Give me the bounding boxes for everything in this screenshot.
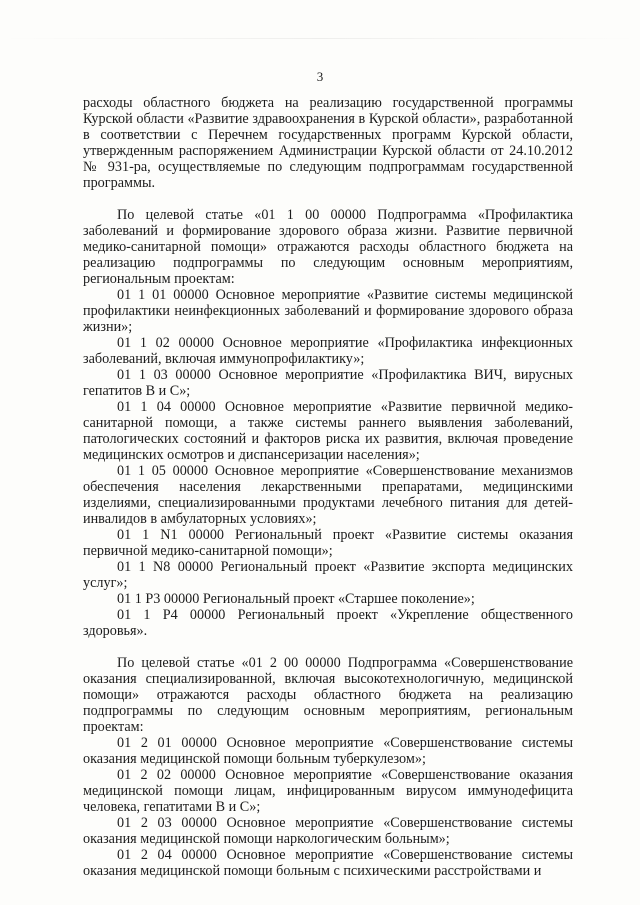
list-item: 01 1 P4 00000 Региональный проект «Укрепление общественного здоровья». [83,607,573,639]
list-item: 01 1 05 00000 Основное мероприятие «Совершенствование механизмов обеспечения населения лекарственными препаратами, медицинскими изделиями, специализированными продуктами лечебного питания для детей-инвалидов в амбулаторных условиях»; [83,463,573,527]
list-item: 01 1 04 00000 Основное мероприятие «Развитие первичной медико-санитарной помощи, а также системы раннего выявления заболеваний, патологических состояний и факторов риска их развития, включая проведение медицинских осмотров и диспансеризации населения»; [83,399,573,463]
paragraph-intro-continued: расходы областного бюджета на реализацию государственной программы Курской области «Развитие здравоохранения в Курской области», разработанной в соответствии с Перечнем государственных программ Курской области, утвержденным распоряжением Администрации Курской области от 24.10.2012 № 931-ра, осуществляемые по следующим подпрограммам государственной программы. [83,95,573,191]
scan-artifact [0,38,640,39]
list-item: 01 1 02 00000 Основное мероприятие «Профилактика инфекционных заболеваний, включая иммунопрофилактику»; [83,335,573,367]
list-item: 01 2 01 00000 Основное мероприятие «Совершенствование системы оказания медицинской помощи больным туберкулезом»; [83,735,573,767]
list-item: 01 1 P3 00000 Региональный проект «Старшее поколение»; [117,591,475,607]
list-item: 01 2 02 00000 Основное мероприятие «Совершенствование оказания медицинской помощи лицам, инфицированным вирусом иммунодефицита человека, гепатитами В и С»; [83,767,573,815]
list-item: 01 1 03 00000 Основное мероприятие «Профилактика ВИЧ, вирусных гепатитов В и С»; [83,367,573,399]
paragraph-subprogram-2-heading: По целевой статье «01 2 00 00000 Подпрограмма «Совершенствование оказания специализированной, включая высокотехнологичную, медицинской помощи» отражаются расходы областного бюджета на реализацию подпрограммы по следующим основным мероприятиям, региональным проектам: [83,655,573,735]
paragraph-subprogram-1-heading: По целевой статье «01 1 00 00000 Подпрограмма «Профилактика заболеваний и формирование здорового образа жизни. Развитие первичной медико-санитарной помощи» отражаются расходы областного бюджета на реализацию подпрограммы по следующим основным мероприятиям, региональным проектам: [83,207,573,287]
list-item: 01 1 N1 00000 Региональный проект «Развитие системы оказания первичной медико-санитарной помощи»; [83,527,573,559]
page-number: 3 [316,69,324,84]
list-item: 01 2 04 00000 Основное мероприятие «Совершенствование системы оказания медицинской помощи больным с психическими расстройствами и [83,847,573,879]
list-item: 01 2 03 00000 Основное мероприятие «Совершенствование системы оказания медицинской помощи наркологическим больным»; [83,815,573,847]
list-item: 01 1 N8 00000 Региональный проект «Развитие экспорта медицинских услуг»; [83,559,573,591]
document-body [83,95,573,879]
list-item: 01 1 01 00000 Основное мероприятие «Развитие системы медицинской профилактики неинфекционных заболеваний и формирование здорового образа жизни»; [83,287,573,335]
